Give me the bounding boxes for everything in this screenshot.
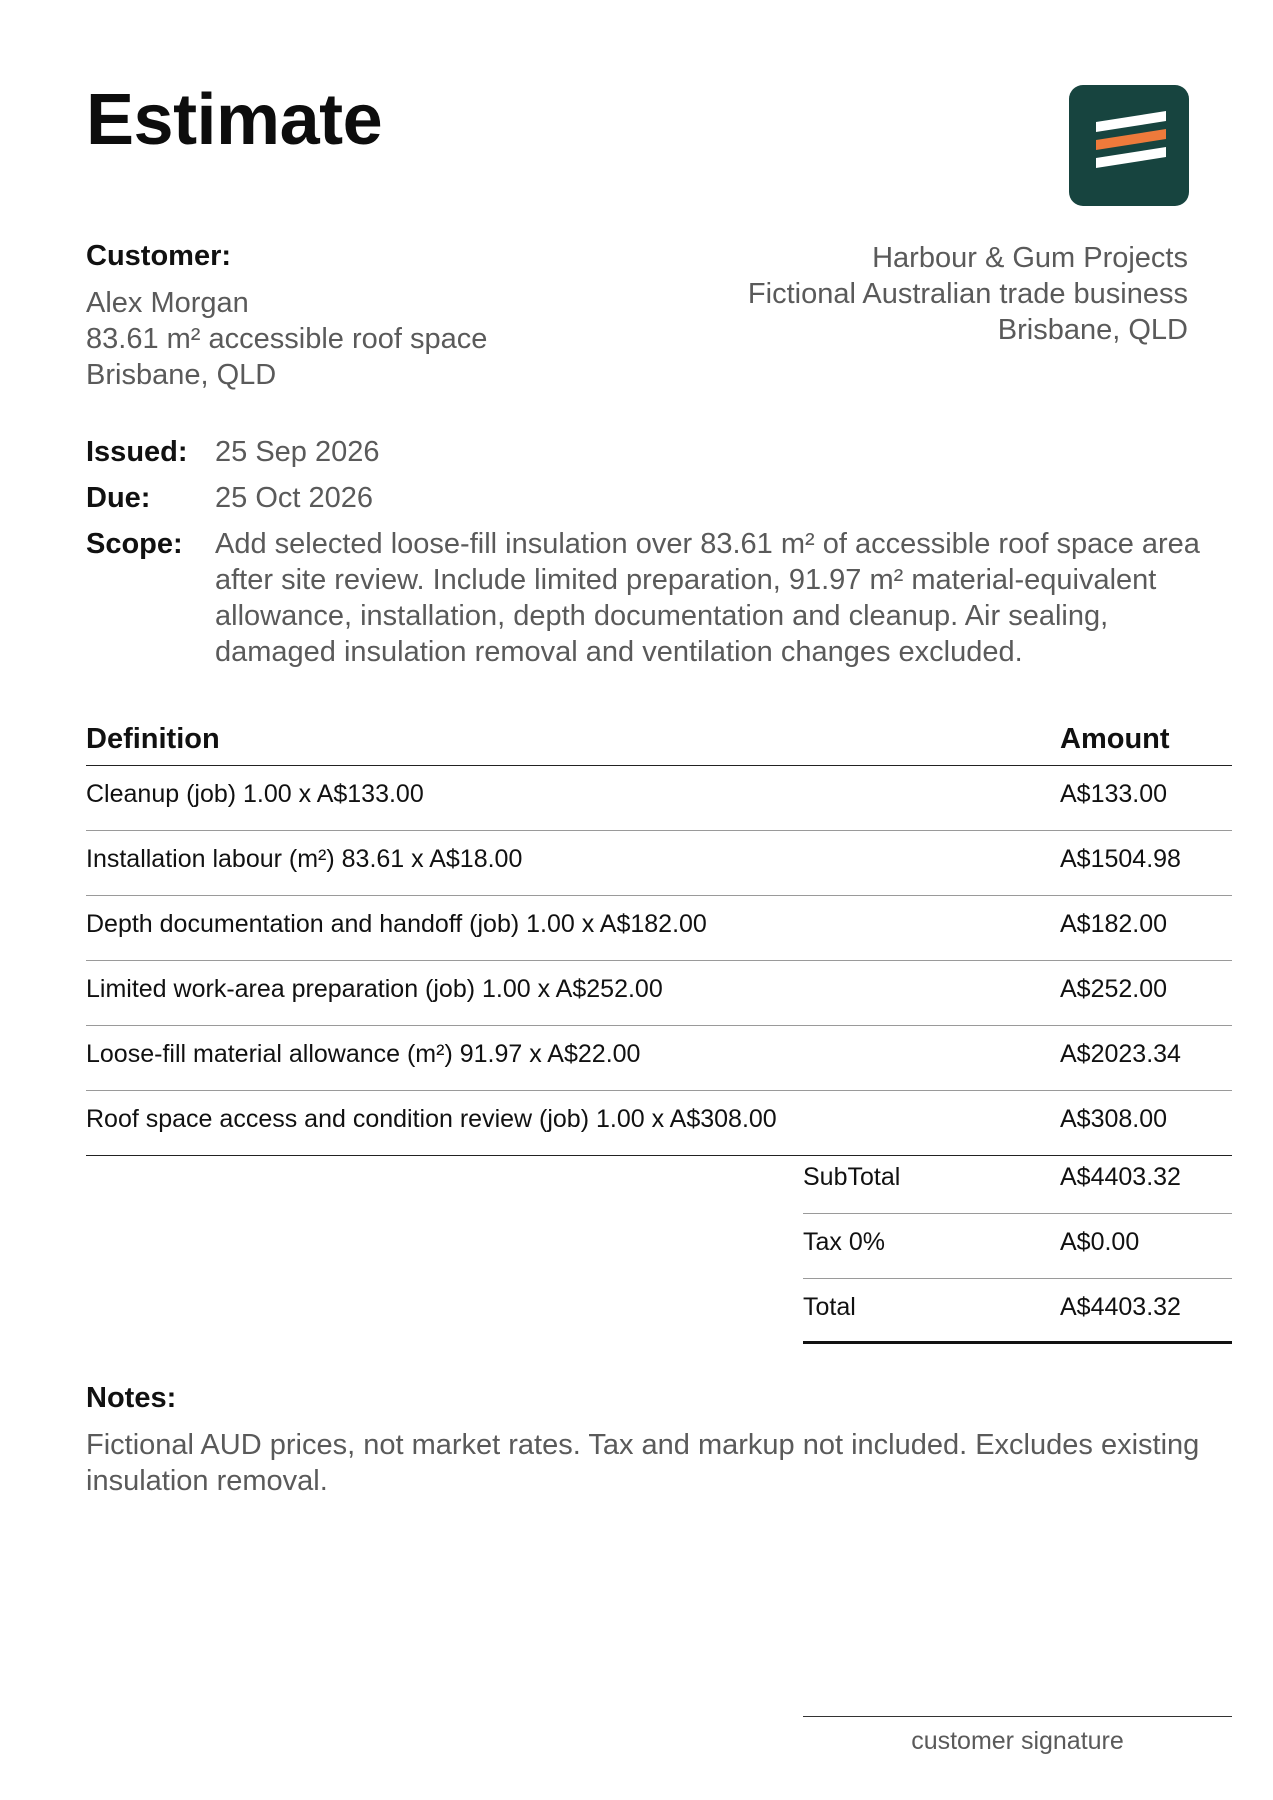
- notes-block: [86, 1382, 1226, 1499]
- business-description: Fictional Australian trade business: [747, 278, 1188, 310]
- tax-label: Tax 0%: [803, 1228, 885, 1256]
- signature-line: [803, 1716, 1232, 1756]
- customer-name: Alex Morgan: [86, 287, 249, 319]
- subtotal-row: [803, 1149, 1232, 1214]
- scope-label: Scope:: [86, 528, 183, 560]
- row-definition: Depth documentation and handoff (job) 1.00 x A$182.00: [86, 910, 707, 938]
- subtotal-label: SubTotal: [803, 1163, 901, 1191]
- business-location: Brisbane, QLD: [997, 314, 1188, 346]
- total-row: [803, 1279, 1232, 1344]
- issued-value: 25 Sep 2026: [215, 436, 380, 468]
- issued-row: [86, 434, 1216, 470]
- notes-label: Notes:: [86, 1382, 177, 1414]
- due-row: [86, 480, 1216, 516]
- table-row: [86, 831, 1232, 896]
- customer-property: 83.61 m² accessible roof space: [86, 323, 488, 355]
- line-items-table: [86, 720, 1232, 1156]
- row-definition: Installation labour (m²) 83.61 x A$18.00: [86, 845, 523, 873]
- issued-label: Issued:: [86, 436, 188, 468]
- due-value: 25 Oct 2026: [215, 482, 373, 514]
- table-row: [86, 1091, 1232, 1156]
- estimate-meta: [86, 434, 1216, 680]
- table-row: [86, 961, 1232, 1026]
- row-amount: A$2023.34: [1060, 1040, 1181, 1068]
- row-amount: A$133.00: [1060, 780, 1168, 808]
- row-amount: A$308.00: [1060, 1105, 1168, 1133]
- notes-text: Fictional AUD prices, not market rates. Tax and markup not included. Excludes existing insulation removal.: [86, 1429, 1200, 1497]
- table-row: [86, 896, 1232, 961]
- row-definition: Cleanup (job) 1.00 x A$133.00: [86, 780, 424, 808]
- customer-location: Brisbane, QLD: [86, 359, 277, 391]
- business-name: Harbour & Gum Projects: [872, 242, 1188, 274]
- due-label: Due:: [86, 482, 151, 514]
- header-amount: Amount: [1060, 723, 1170, 755]
- customer-label: Customer:: [86, 240, 232, 272]
- total-label: Total: [803, 1293, 856, 1321]
- layered-stripes-logo-icon: [1069, 85, 1189, 206]
- scope-value: Add selected loose-fill insulation over 83.61 m² of accessible roof space area after site review. Include limited preparation, 91.97 m² material-equivalent allowance, installation, depth documentation and cleanup. Air sealing, damaged insulation removal and ventilation changes excluded.: [215, 528, 1200, 668]
- scope-row: [86, 526, 1216, 670]
- total-value: A$4403.32: [1060, 1293, 1181, 1321]
- row-definition: Roof space access and condition review (job) 1.00 x A$308.00: [86, 1105, 777, 1133]
- page-title: Estimate: [86, 80, 383, 160]
- totals-block: [803, 1149, 1232, 1344]
- header-definition: Definition: [86, 723, 220, 755]
- table-row: [86, 766, 1232, 831]
- row-amount: A$1504.98: [1060, 845, 1181, 873]
- row-definition: Limited work-area preparation (job) 1.00 x A$252.00: [86, 975, 663, 1003]
- tax-value: A$0.00: [1060, 1228, 1140, 1256]
- row-definition: Loose-fill material allowance (m²) 91.97 x A$22.00: [86, 1040, 641, 1068]
- subtotal-value: A$4403.32: [1060, 1163, 1181, 1191]
- signature-caption: customer signature: [911, 1727, 1124, 1755]
- table-header: [86, 720, 1232, 766]
- row-amount: A$182.00: [1060, 910, 1168, 938]
- table-row: [86, 1026, 1232, 1091]
- row-amount: A$252.00: [1060, 975, 1168, 1003]
- business-block: [588, 240, 1188, 348]
- tax-row: [803, 1214, 1232, 1279]
